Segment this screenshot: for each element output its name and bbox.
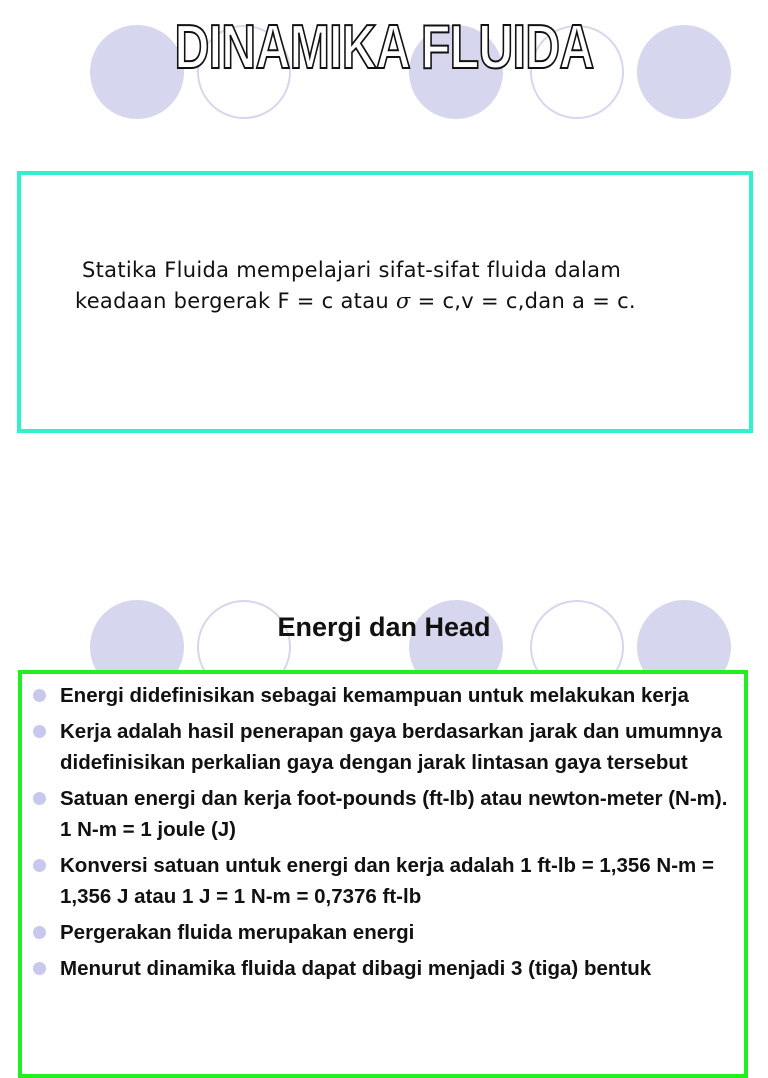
bullet-dot-icon: [33, 725, 46, 738]
bullet-text: Energi didefinisikan sebagai kemampuan untuk melakukan kerja: [60, 684, 689, 707]
bullet-dot-icon: [33, 859, 46, 872]
definition-line-2-start: keadaan bergerak F = c atau: [75, 289, 396, 313]
definition-line-2: [75, 286, 725, 317]
bullet-item: [30, 783, 730, 845]
bullet-text: Menurut dinamika fluida dapat dibagi menjadi 3 (tiga) bentuk: [60, 957, 652, 980]
definition-text: [75, 255, 725, 317]
bullet-text: Pergerakan fluida merupakan energi: [60, 921, 415, 944]
bullet-item: [30, 917, 730, 948]
bullet-text: Kerja adalah hasil penerapan gaya berdasarkan jarak dan umumnya didefinisikan perkalian gaya dengan jarak lintasan gaya tersebut: [60, 720, 722, 774]
bullet-item: [30, 716, 730, 778]
bullet-text: Konversi satuan untuk energi dan kerja adalah 1 ft-lb = 1,356 N-m = 1,356 J atau 1 J = 1 N-m = 0,7376 ft-lb: [60, 854, 714, 908]
definition-line-1: Statika Fluida mempelajari sifat-sifat fluida dalam: [82, 258, 622, 282]
definition-box: [17, 171, 753, 433]
slide-title: DINAMIKA FLUIDA: [174, 13, 594, 82]
bullet-dot-icon: [33, 926, 46, 939]
definition-line-2-end: = c,v = c,dan a = c.: [410, 289, 636, 313]
bullet-list: [30, 680, 730, 989]
bullet-item: [30, 953, 730, 984]
bullet-text: Satuan energi dan kerja foot-pounds (ft-lb) atau newton-meter (N-m). 1 N-m = 1 joule (J): [60, 787, 728, 841]
sigma-symbol: σ: [395, 289, 411, 313]
bullet-item: [30, 850, 730, 912]
bullet-box: [18, 670, 748, 1078]
bullet-dot-icon: [33, 792, 46, 805]
bullet-dot-icon: [33, 689, 46, 702]
section-heading: Energi dan Head: [277, 612, 491, 642]
bullet-item: [30, 680, 730, 711]
bullet-dot-icon: [33, 962, 46, 975]
